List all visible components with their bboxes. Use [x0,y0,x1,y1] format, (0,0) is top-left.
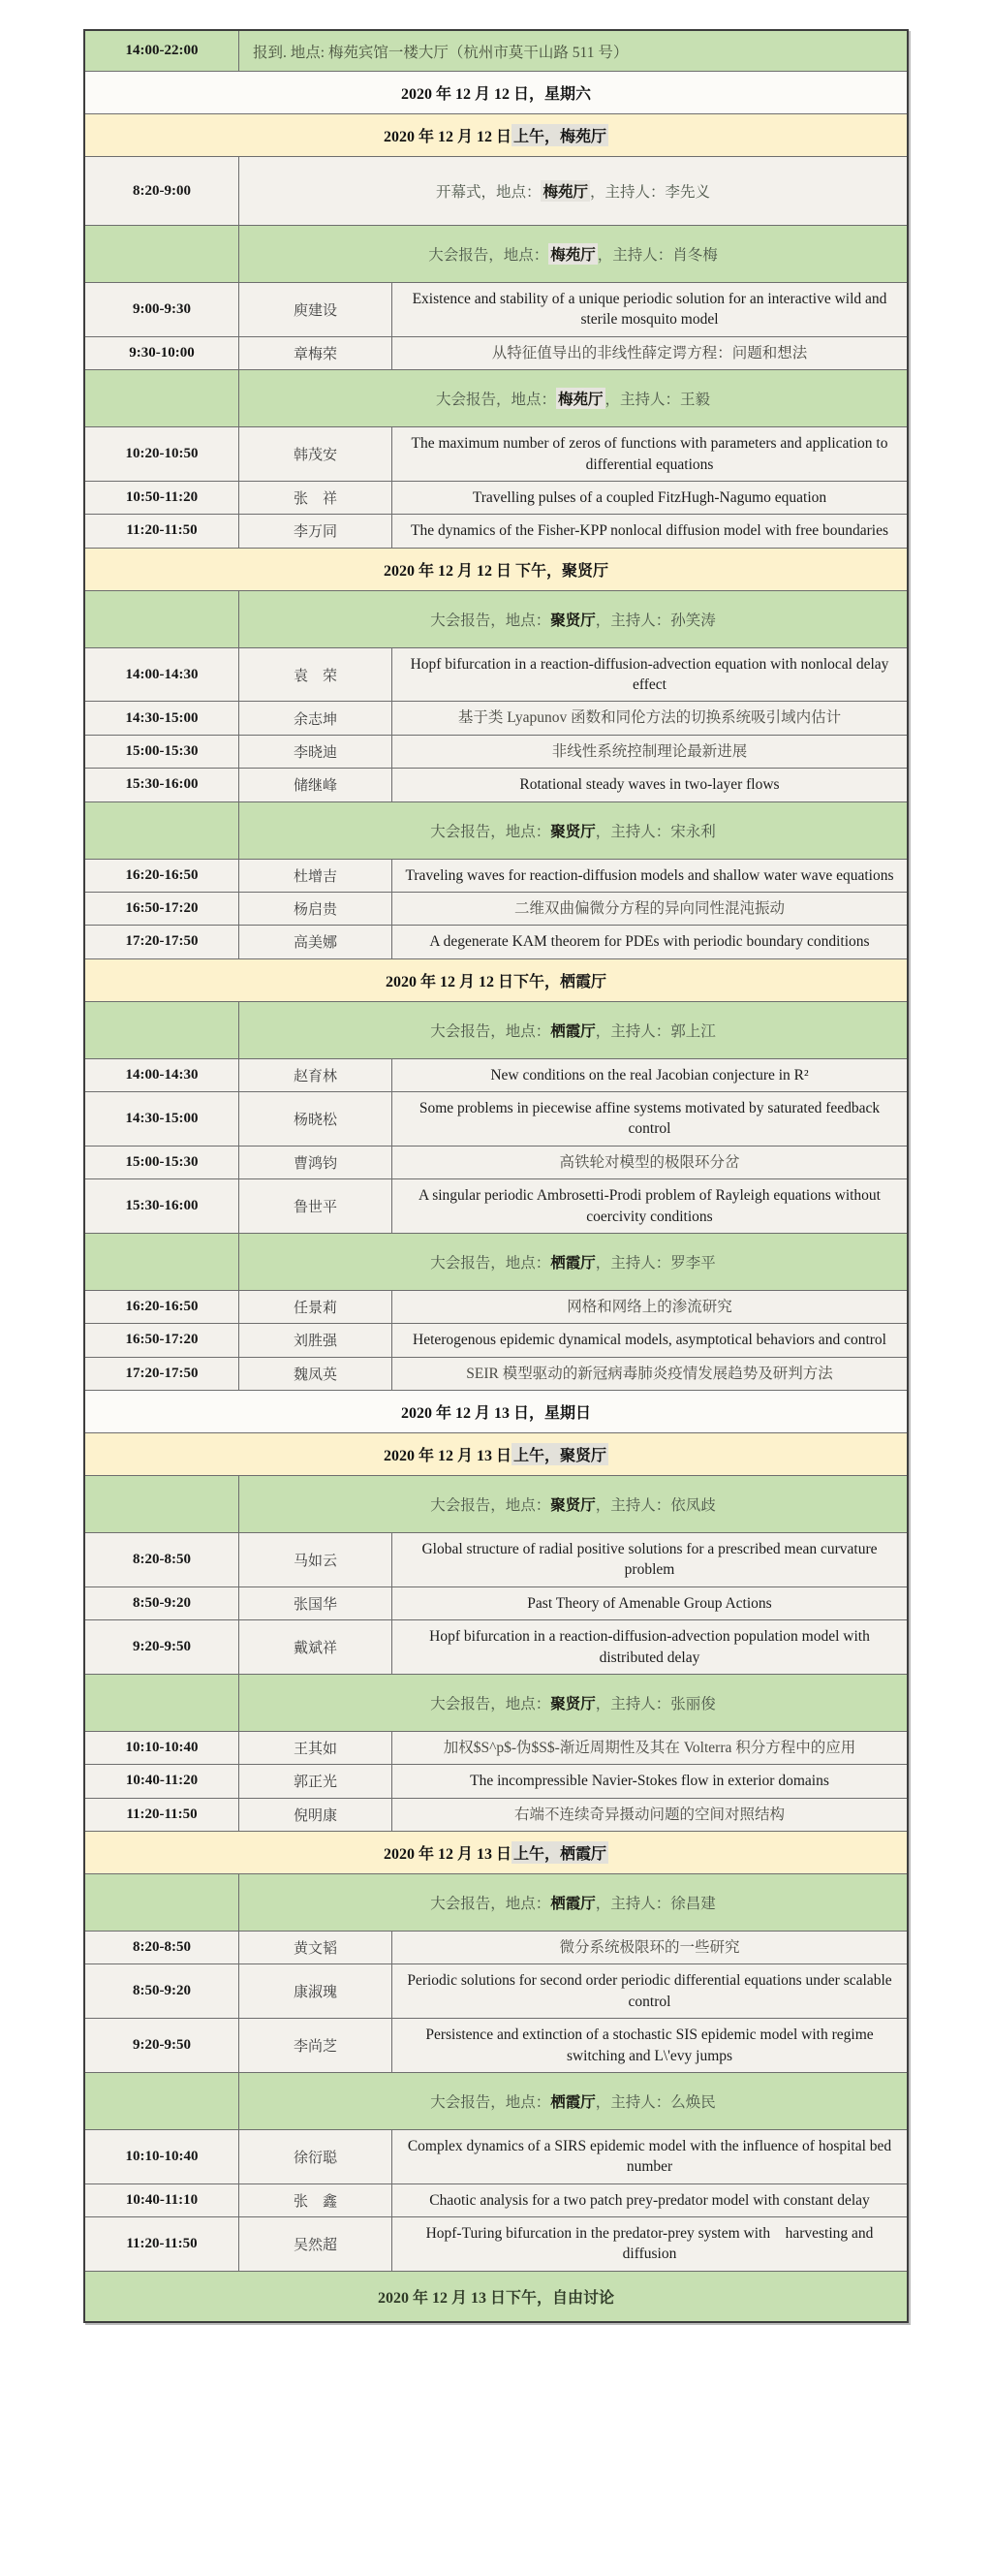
session-label [238,1675,907,1731]
title-cell: Some problems in piecewise affine systems motivated by saturated feedback control [391,1092,907,1146]
time-cell: 11:20-11:50 [85,2217,238,2271]
time-cell: 14:00-22:00 [85,31,238,71]
title-cell: New conditions on the real Jacobian conjecture in R² [391,1059,907,1091]
session-label [238,2073,907,2129]
title-cell: Hopf-Turing bifurcation in the predator-prey system with harvesting and diffusion [391,2217,907,2271]
row-talk [85,647,907,702]
time-cell [85,226,238,282]
row-period-header [85,958,907,1001]
speaker-cell: 康淑瑰 [238,1964,391,2018]
title-cell: 基于类 Lyapunov 函数和同伦方法的切换系统吸引域内估计 [391,702,907,734]
session-label [238,1002,907,1058]
title-cell: Hopf bifurcation in a reaction-diffusion-advection equation with nonlocal delay effect [391,648,907,702]
session-prefix: 大会报告，地点： [435,392,556,409]
speaker-cell: 倪明康 [238,1799,391,1831]
title-cell: 加权$S^p$-伪$S$-渐近周期性及其在 Volterra 积分方程中的应用 [391,1732,907,1764]
time-cell: 15:00-15:30 [85,1147,238,1178]
chair-name: 肖冬梅 [672,247,718,264]
session-mid: ，主持人： [597,247,673,264]
row-period-header [85,113,907,156]
session-mid: ，主持人： [590,184,666,201]
speaker-cell: 余志坤 [238,702,391,734]
row-session-chair [85,1001,907,1058]
title-cell: The incompressible Navier-Stokes flow in exterior domains [391,1765,907,1797]
room-name: 梅苑厅 [556,388,605,409]
time-cell: 10:20-10:50 [85,427,238,481]
title-cell: 从特征值导出的非线性薛定谔方程：问题和想法 [391,337,907,369]
time-cell: 15:30-16:00 [85,769,238,801]
row-talk [85,1963,907,2018]
row-talk [85,1532,907,1586]
time-cell: 10:40-11:10 [85,2184,238,2216]
time-cell: 14:30-15:00 [85,702,238,734]
speaker-cell: 李万同 [238,515,391,547]
row-talk [85,735,907,768]
session-mid: ，主持人： [595,823,671,840]
time-cell: 10:10-10:40 [85,2130,238,2183]
registration-text: 报到. 地点: 梅苑宾馆一楼大厅（杭州市莫干山路 511 号） [238,31,907,71]
chair-name: 李先义 [665,184,711,201]
time-cell [85,802,238,859]
speaker-cell: 张国华 [238,1587,391,1619]
time-cell: 10:40-11:20 [85,1765,238,1797]
title-cell: SEIR 模型驱动的新冠病毒肺炎疫情发展趋势及研判方法 [391,1358,907,1390]
speaker-cell: 高美娜 [238,926,391,958]
title-cell: 右端不连续奇异摄动问题的空间对照结构 [391,1799,907,1831]
period-room-highlight: 上午，梅苑厅 [512,124,608,146]
time-cell: 11:20-11:50 [85,515,238,547]
speaker-cell: 章梅荣 [238,337,391,369]
row-talk [85,282,907,336]
row-registration [85,31,907,71]
title-cell: 非线性系统控制理论最新进展 [391,736,907,768]
row-talk [85,2018,907,2072]
row-talk [85,2216,907,2271]
time-cell [85,1874,238,1931]
session-label [238,157,907,225]
time-cell: 15:30-16:00 [85,1179,238,1233]
time-cell: 9:30-10:00 [85,337,238,369]
speaker-cell: 李尚芝 [238,2019,391,2072]
speaker-cell: 郭正光 [238,1765,391,1797]
time-cell: 8:20-8:50 [85,1533,238,1586]
title-cell: Traveling waves for reaction-diffusion models and shallow water wave equations [391,860,907,892]
speaker-cell: 徐衍聪 [238,2130,391,2183]
time-cell: 17:20-17:50 [85,1358,238,1390]
row-session-chair [85,369,907,426]
row-session-chair [85,1475,907,1532]
row-session-chair [85,1873,907,1931]
date-header-text: 2020 年 12 月 13 日，星期日 [85,1391,907,1432]
chair-name: 罗李平 [670,1254,716,1272]
row-talk [85,1586,907,1619]
speaker-cell: 吴然超 [238,2217,391,2271]
chair-name: 王毅 [680,392,711,409]
session-mid: ，主持人： [595,1497,671,1514]
room-name: 栖霞厅 [550,1896,596,1912]
period-header-text [85,959,907,1001]
row-talk [85,514,907,547]
time-cell: 10:10-10:40 [85,1732,238,1764]
time-cell: 14:00-14:30 [85,1059,238,1091]
speaker-cell: 赵育林 [238,1059,391,1091]
speaker-cell: 马如云 [238,1533,391,1586]
row-talk [85,1931,907,1963]
row-talk [85,1764,907,1797]
time-cell [85,1002,238,1058]
row-talk [85,892,907,925]
title-cell: Heterogenous epidemic dynamical models, asymptotical behaviors and control [391,1324,907,1356]
session-mid: ，主持人： [604,392,681,409]
chair-name: 张丽俊 [670,1695,716,1712]
row-talk [85,1798,907,1831]
title-cell: 高铁轮对模型的极限环分岔 [391,1147,907,1178]
session-prefix: 开幕式，地点： [435,184,542,201]
row-period-header [85,1831,907,1873]
title-cell: 二维双曲偏微分方程的异向同性混沌振动 [391,893,907,925]
row-talk [85,1058,907,1091]
period-room-highlight: 上午，聚贤厅 [512,1443,608,1465]
period-header-text [85,1433,907,1475]
title-cell: Persistence and extinction of a stochastic SIS epidemic model with regime switching and L\'evy jumps [391,2019,907,2072]
time-cell [85,2073,238,2129]
speaker-cell: 任景莉 [238,1291,391,1323]
speaker-cell: 杜增吉 [238,860,391,892]
chair-name: 郭上江 [670,1022,716,1040]
row-talk [85,1357,907,1390]
time-cell: 8:20-9:00 [85,157,238,225]
title-cell: Chaotic analysis for a two patch prey-predator model with constant delay [391,2184,907,2216]
row-session-chair [85,225,907,282]
row-session-chair [85,1674,907,1731]
room-name: 聚贤厅 [550,612,596,629]
row-talk [85,481,907,514]
row-talk [85,1178,907,1233]
room-name: 聚贤厅 [550,1695,596,1712]
row-talk [85,1146,907,1178]
period-date-text: 2020 年 12 月 12 日 [383,129,512,145]
row-opening-ceremony [85,156,907,225]
speaker-cell: 韩茂安 [238,427,391,481]
row-session-chair [85,2072,907,2129]
row-talk [85,426,907,481]
session-prefix: 大会报告，地点： [430,1022,551,1040]
time-cell: 8:50-9:20 [85,1587,238,1619]
time-cell: 16:50-17:20 [85,893,238,925]
title-cell: The dynamics of the Fisher-KPP nonlocal diffusion model with free boundaries [391,515,907,547]
title-cell: Hopf bifurcation in a reaction-diffusion-advection population model with distributed delay [391,1620,907,1674]
chair-name: 孙笑涛 [670,612,716,629]
time-cell: 10:50-11:20 [85,482,238,514]
session-prefix: 大会报告，地点： [428,247,549,264]
free-discussion-text: 2020 年 12 月 13 日下午，自由讨论 [85,2272,907,2321]
speaker-cell: 王其如 [238,1732,391,1764]
time-cell [85,1476,238,1532]
title-cell: 微分系统极限环的一些研究 [391,1932,907,1963]
session-prefix: 大会报告，地点： [430,1254,551,1272]
speaker-cell: 杨晓松 [238,1092,391,1146]
row-session-chair [85,590,907,647]
period-date-text: 2020 年 12 月 12 日 下午，聚贤厅 [383,562,608,580]
time-cell: 14:30-15:00 [85,1092,238,1146]
session-mid: ，主持人： [595,1896,671,1912]
room-name: 聚贤厅 [550,823,596,840]
title-cell: Travelling pulses of a coupled FitzHugh-Nagumo equation [391,482,907,514]
session-mid: ，主持人： [595,1695,671,1712]
chair-name: 么焕民 [670,2093,716,2111]
speaker-cell: 魏凤英 [238,1358,391,1390]
title-cell: Existence and stability of a unique periodic solution for an interactive wild and sterile mosquito model [391,283,907,336]
time-cell [85,1675,238,1731]
session-prefix: 大会报告，地点： [430,823,551,840]
period-room-highlight: 上午，栖霞厅 [512,1841,608,1864]
session-label [238,1234,907,1290]
title-cell: Rotational steady waves in two-layer flows [391,769,907,801]
title-cell: Global structure of radial positive solutions for a prescribed mean curvature problem [391,1533,907,1586]
row-free-discussion [85,2271,907,2321]
room-name: 栖霞厅 [550,2093,596,2111]
row-talk [85,1091,907,1146]
title-cell: Periodic solutions for second order periodic differential equations under scalable control [391,1964,907,2018]
row-talk [85,336,907,369]
row-session-chair [85,801,907,859]
period-header-text [85,549,907,590]
period-header-text [85,1832,907,1873]
session-label [238,1874,907,1931]
row-talk [85,1731,907,1764]
session-prefix: 大会报告，地点： [430,1896,551,1912]
time-cell [85,370,238,426]
session-label [238,802,907,859]
session-prefix: 大会报告，地点： [430,2093,551,2111]
session-label [238,226,907,282]
time-cell [85,1234,238,1290]
room-name: 聚贤厅 [550,1497,596,1514]
speaker-cell: 戴斌祥 [238,1620,391,1674]
speaker-cell: 储继峰 [238,769,391,801]
speaker-cell: 张 鑫 [238,2184,391,2216]
session-prefix: 大会报告，地点： [430,1497,551,1514]
title-cell: The maximum number of zeros of functions with parameters and application to differential equations [391,427,907,481]
row-talk [85,1619,907,1674]
chair-name: 依凤歧 [670,1497,716,1514]
time-cell: 9:20-9:50 [85,2019,238,2072]
row-date-header [85,71,907,113]
row-period-header [85,1432,907,1475]
speaker-cell: 袁 荣 [238,648,391,702]
date-header-text: 2020 年 12 月 12 日，星期六 [85,72,907,113]
chair-name: 宋永利 [670,823,716,840]
period-date-text: 2020 年 12 月 12 日下午，栖霞厅 [385,973,606,990]
row-talk [85,2183,907,2216]
speaker-cell: 庾建设 [238,283,391,336]
time-cell: 14:00-14:30 [85,648,238,702]
session-mid: ，主持人： [595,1022,671,1040]
period-date-text: 2020 年 12 月 13 日 [383,1448,512,1464]
row-talk [85,2129,907,2183]
time-cell: 8:20-8:50 [85,1932,238,1963]
time-cell: 16:20-16:50 [85,1291,238,1323]
time-cell: 15:00-15:30 [85,736,238,768]
time-cell: 9:20-9:50 [85,1620,238,1674]
period-header-text [85,114,907,156]
row-talk [85,701,907,734]
time-cell: 11:20-11:50 [85,1799,238,1831]
time-cell: 8:50-9:20 [85,1964,238,2018]
period-date-text: 2020 年 12 月 13 日 [383,1846,512,1863]
title-cell: Complex dynamics of a SIRS epidemic model with the influence of hospital bed number [391,2130,907,2183]
session-mid: ，主持人： [595,2093,671,2111]
room-name: 栖霞厅 [550,1254,596,1272]
session-mid: ，主持人： [595,1254,671,1272]
speaker-cell: 刘胜强 [238,1324,391,1356]
time-cell [85,591,238,647]
title-cell: A degenerate KAM theorem for PDEs with periodic boundary conditions [391,926,907,958]
title-cell: A singular periodic Ambrosetti-Prodi problem of Rayleigh equations without coercivity conditions [391,1179,907,1233]
row-talk [85,768,907,801]
time-cell: 9:00-9:30 [85,283,238,336]
row-talk [85,1290,907,1323]
row-talk [85,1323,907,1356]
speaker-cell: 曹鸿钧 [238,1147,391,1178]
title-cell: 网格和网络上的渗流研究 [391,1291,907,1323]
time-cell: 16:20-16:50 [85,860,238,892]
room-name: 栖霞厅 [550,1022,596,1040]
speaker-cell: 张 祥 [238,482,391,514]
row-talk [85,925,907,958]
chair-name: 徐昌建 [670,1896,716,1912]
conference-schedule-table [83,29,909,2323]
speaker-cell: 杨启贵 [238,893,391,925]
row-date-header [85,1390,907,1432]
time-cell: 17:20-17:50 [85,926,238,958]
row-session-chair [85,1233,907,1290]
session-mid: ，主持人： [595,612,671,629]
speaker-cell: 李晓迪 [238,736,391,768]
session-label [238,370,907,426]
room-name: 梅苑厅 [548,243,598,265]
row-period-header [85,548,907,590]
speaker-cell: 鲁世平 [238,1179,391,1233]
session-label [238,1476,907,1532]
session-prefix: 大会报告，地点： [430,612,551,629]
row-talk [85,859,907,892]
session-label [238,591,907,647]
time-cell: 16:50-17:20 [85,1324,238,1356]
room-name: 梅苑厅 [541,180,590,202]
session-prefix: 大会报告，地点： [430,1695,551,1712]
speaker-cell: 黄文韬 [238,1932,391,1963]
title-cell: Past Theory of Amenable Group Actions [391,1587,907,1619]
